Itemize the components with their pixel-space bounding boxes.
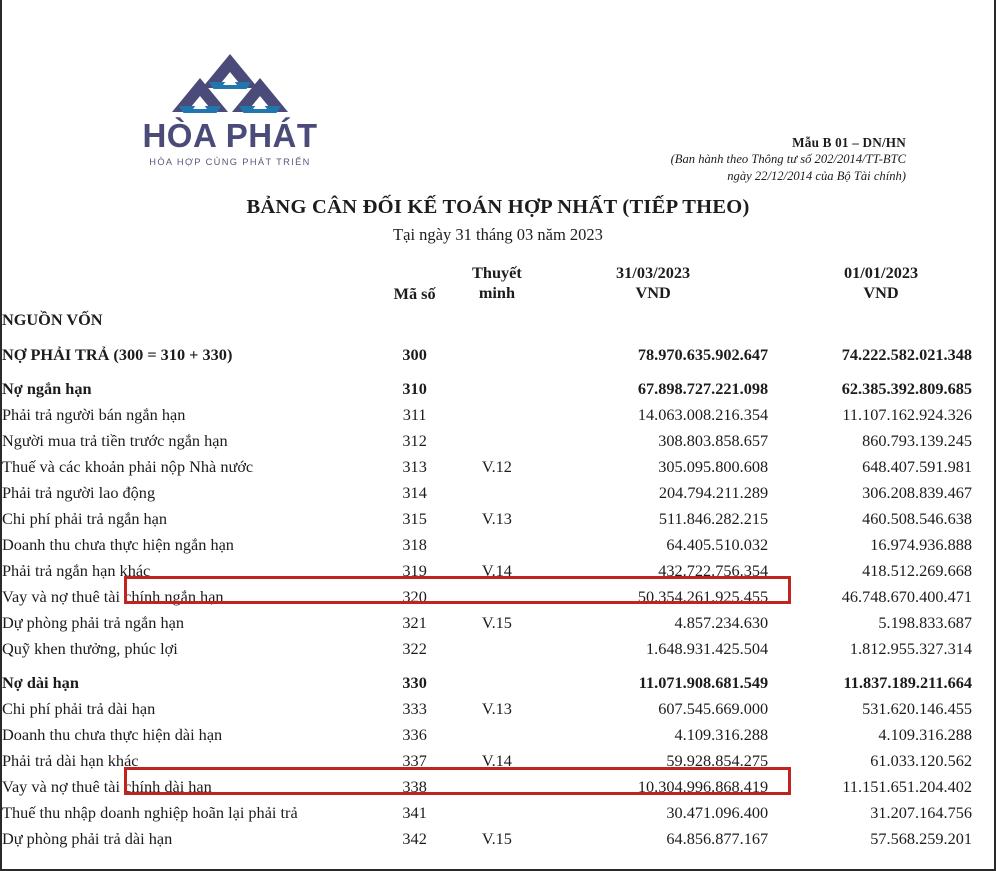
cell-previous: 1.812.955.327.314: [849, 639, 972, 659]
cell-previous: 16.974.936.888: [870, 535, 972, 555]
cell-current: 78.970.635.902.647: [637, 344, 769, 364]
cell-label: Vay và nợ thuê tài chính ngắn hạn: [2, 587, 224, 607]
cell-note: [456, 329, 538, 363]
cell-label: Phải trả dài hạn khác: [2, 751, 139, 771]
table-row: [2, 692, 994, 718]
table-header-row: [2, 263, 994, 303]
column-header-previous-unit: VND: [863, 282, 899, 302]
cell-note: V.13: [481, 509, 512, 529]
table-header: [2, 263, 994, 303]
cell-previous: 62.385.392.809.685: [841, 379, 972, 399]
cell-note: V.14: [481, 751, 512, 771]
cell-previous: 11.107.162.924.326: [842, 405, 972, 425]
cell-label: NGUỒN VỐN: [2, 310, 103, 330]
cell-current: 305.095.800.608: [658, 457, 769, 477]
title-block: [2, 196, 994, 245]
cell-label: Phải trả ngắn hạn khác: [2, 561, 151, 581]
cell-previous: 460.508.546.638: [862, 509, 972, 529]
cell-note: V.15: [481, 829, 512, 849]
cell-current: 1.648.931.425.504: [646, 639, 769, 659]
cell-label: Phải trả người bán ngắn hạn: [2, 405, 186, 425]
table-row: [2, 303, 994, 329]
cell-label: Chi phí phải trả ngắn hạn: [2, 509, 168, 529]
cell-code: 310: [402, 379, 427, 399]
cell-label: Vay và nợ thuê tài chính dài hạn: [2, 777, 212, 797]
page-title: BẢNG CÂN ĐỐI KẾ TOÁN HỢP NHẤT (TIẾP THEO): [246, 196, 750, 218]
table-row: [2, 579, 994, 605]
cell-note: [456, 718, 538, 744]
cell-label: Doanh thu chưa thực hiện ngắn hạn: [2, 535, 234, 555]
cell-current: 64.856.877.167: [666, 829, 769, 849]
cell-previous: 5.198.833.687: [878, 613, 972, 633]
cell-note: V.13: [481, 699, 512, 719]
table-row: [2, 657, 994, 691]
column-header-previous-period: [768, 263, 994, 303]
cell-label: Chi phí phải trả dài hạn: [2, 699, 156, 719]
cell-current: 607.545.669.000: [658, 699, 769, 719]
cell-current: [538, 303, 768, 329]
cell-code: 342: [402, 829, 427, 849]
cell-code: 330: [402, 673, 427, 693]
cell-note: [456, 770, 538, 796]
column-header-current-period: [538, 263, 768, 303]
column-header-code: Mã số: [393, 284, 436, 304]
cell-note: [456, 397, 538, 423]
logo-tagline: HÒA HỢP CÙNG PHÁT TRIỂN: [149, 156, 311, 167]
cell-current: 30.471.096.400: [666, 803, 769, 823]
cell-note: [456, 303, 538, 329]
cell-code: 336: [402, 725, 427, 745]
table-row: [2, 363, 994, 397]
cell-note: [456, 657, 538, 691]
form-code: Mẫu B 01 – DN/HN: [792, 135, 906, 150]
table-body: [2, 303, 994, 848]
cell-code: 314: [402, 483, 427, 503]
table-row: [2, 770, 994, 796]
cell-previous: 11.151.651.204.402: [842, 777, 972, 797]
table-row: [2, 718, 994, 744]
table-row: [2, 631, 994, 657]
cell-current: 64.405.510.032: [666, 535, 769, 555]
form-note-line-1: (Ban hành theo Thông tư số 202/2014/TT-BTC: [670, 152, 906, 167]
cell-current: 59.928.854.275: [666, 751, 769, 771]
form-note-line-2: ngày 22/12/2014 của Bộ Tài chính): [727, 169, 906, 184]
cell-current: 4.857.234.630: [674, 613, 769, 633]
cell-label: Quỹ khen thưởng, phúc lợi: [2, 639, 178, 659]
column-header-note-line-1: Thuyết: [472, 263, 522, 282]
cell-code: 319: [402, 561, 427, 581]
column-header-label: [2, 263, 373, 303]
cell-label: Nợ dài hạn: [2, 673, 79, 693]
table-row: [2, 527, 994, 553]
cell-previous: 4.109.316.288: [878, 725, 972, 745]
logo-wordmark: HÒA PHÁT: [142, 117, 318, 154]
cell-previous: 31.207.164.756: [870, 803, 972, 823]
cell-previous: 11.837.189.211.664: [843, 673, 972, 693]
cell-label: Doanh thu chưa thực hiện dài hạn: [2, 725, 223, 745]
cell-label: Phải trả người lao động: [2, 483, 156, 503]
cell-current: 10.304.996.868.419: [637, 777, 769, 797]
cell-code: 337: [402, 751, 427, 771]
table-row: [2, 822, 994, 848]
cell-code: 315: [402, 509, 427, 529]
cell-code: 338: [402, 777, 427, 797]
cell-code: 320: [402, 587, 427, 607]
cell-note: [456, 475, 538, 501]
cell-code: 313: [402, 457, 427, 477]
cell-label: Dự phòng phải trả ngắn hạn: [2, 613, 184, 633]
cell-code: 322: [402, 639, 427, 659]
cell-note: V.14: [481, 561, 512, 581]
cell-code: 321: [402, 613, 427, 633]
table-row: [2, 744, 994, 770]
company-logo: [130, 50, 330, 167]
cell-previous: 74.222.582.021.348: [841, 344, 972, 364]
table-row: [2, 423, 994, 449]
cell-note: [456, 363, 538, 397]
table-row: [2, 605, 994, 631]
cell-current: 511.846.282.215: [658, 509, 769, 529]
cell-current: 14.063.008.216.354: [637, 405, 769, 425]
cell-current: 50.354.261.925.455: [637, 587, 769, 607]
cell-label: NỢ PHẢI TRẢ (300 = 310 + 330): [2, 344, 233, 364]
cell-note: [456, 527, 538, 553]
cell-previous: 648.407.591.981: [862, 457, 972, 477]
cell-previous: 306.208.839.467: [862, 483, 972, 503]
cell-previous: 57.568.259.201: [870, 829, 972, 849]
cell-label: Thuế thu nhập doanh nghiệp hoãn lại phải trả: [2, 803, 298, 823]
cell-current: 204.794.211.289: [658, 483, 769, 503]
page-subtitle: Tại ngày 31 tháng 03 năm 2023: [393, 225, 603, 244]
cell-label: Thuế và các khoản phải nộp Nhà nước: [2, 457, 254, 477]
cell-label: Người mua trả tiền trước ngắn hạn: [2, 431, 228, 451]
cell-code: [373, 303, 455, 329]
cell-code: 300: [402, 344, 427, 364]
table-row: [2, 397, 994, 423]
table-row: [2, 449, 994, 475]
cell-previous: 860.793.139.245: [862, 431, 972, 451]
column-header-current-date: 31/03/2023: [616, 263, 691, 282]
cell-note: V.15: [481, 613, 512, 633]
cell-current: 432.722.756.354: [658, 561, 769, 581]
table-row: [2, 501, 994, 527]
column-header-note: [456, 263, 538, 303]
cell-previous: 531.620.146.455: [862, 699, 972, 719]
table-row: [2, 553, 994, 579]
cell-current: 308.803.858.657: [658, 431, 769, 451]
column-header-current-unit: VND: [635, 282, 671, 302]
cell-note: [456, 579, 538, 605]
table-row: [2, 475, 994, 501]
table-row: [2, 796, 994, 822]
cell-label: Dự phòng phải trả dài hạn: [2, 829, 173, 849]
cell-code: 312: [402, 431, 427, 451]
cell-note: [456, 796, 538, 822]
cell-current: 11.071.908.681.549: [638, 673, 769, 693]
cell-previous: [768, 303, 994, 329]
document-header: [2, 0, 994, 190]
cell-code: 333: [402, 699, 427, 719]
cell-label: Nợ ngắn hạn: [2, 379, 92, 399]
cell-code: 318: [402, 535, 427, 555]
cell-previous: 46.748.670.400.471: [841, 587, 972, 607]
form-reference: [671, 134, 906, 185]
cell-current: 4.109.316.288: [674, 725, 769, 745]
cell-code: 311: [402, 405, 427, 425]
table-row: [2, 329, 994, 363]
cell-current: 67.898.727.221.098: [637, 379, 769, 399]
cell-note: V.12: [481, 457, 512, 477]
column-header-note-line-2: minh: [478, 282, 516, 302]
cell-code: 341: [402, 803, 427, 823]
column-header-previous-date: 01/01/2023: [843, 263, 919, 282]
balance-sheet-table: [2, 263, 994, 848]
hoa-phat-emblem-icon: [170, 50, 290, 118]
cell-note: [456, 423, 538, 449]
cell-previous: 61.033.120.562: [870, 751, 972, 771]
cell-note: [456, 631, 538, 657]
cell-previous: 418.512.269.668: [862, 561, 972, 581]
